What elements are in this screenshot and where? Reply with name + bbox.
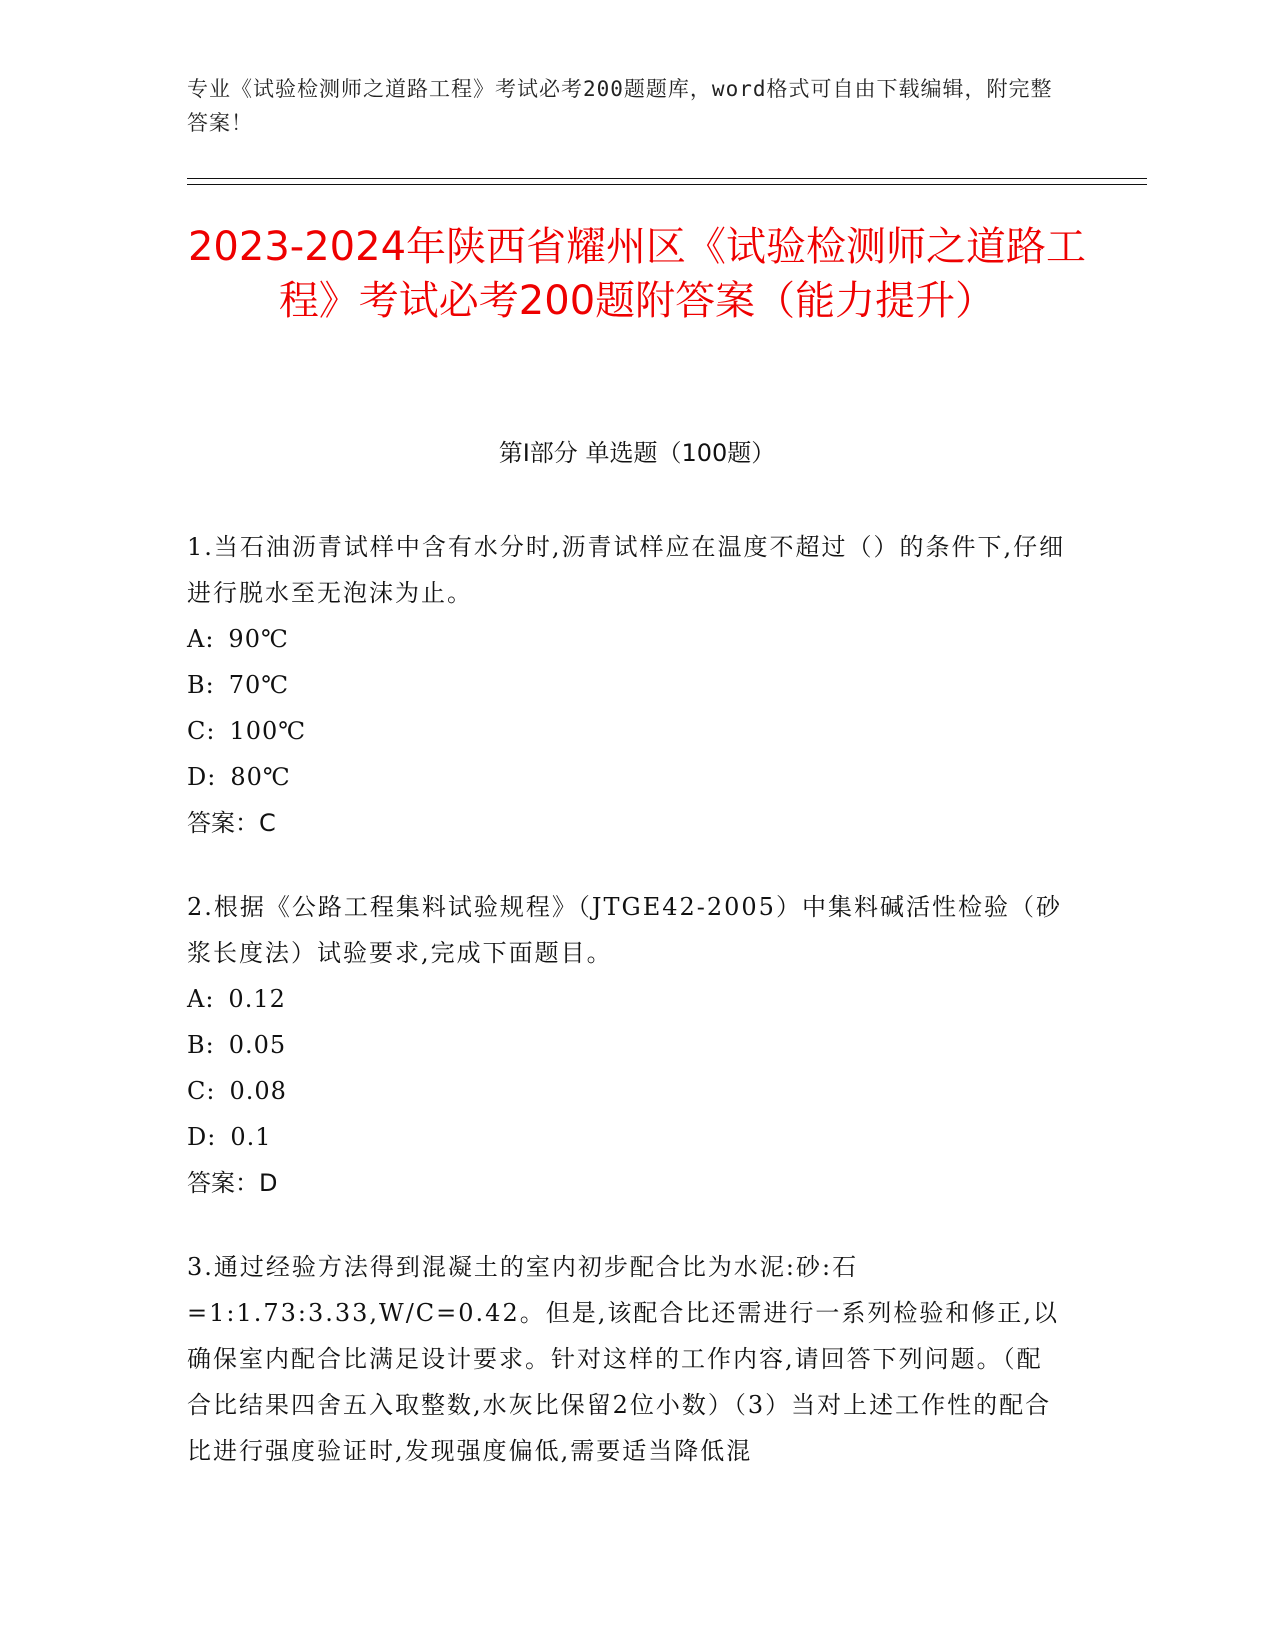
option-a (187, 616, 1067, 662)
option-value: 70℃ (228, 671, 290, 699)
option-value: 0.1 (230, 1123, 272, 1151)
document-title: 2023-2024年陕西省耀州区《试验检测师之道路工程》考试必考200题附答案（能力提升） (187, 224, 1087, 324)
option-letter: B: (187, 1031, 215, 1059)
option-d (187, 1114, 1067, 1160)
header-rule-bottom (187, 184, 1147, 185)
option-letter: C: (187, 717, 216, 745)
question-stem: 2.根据《公路工程集料试验规程》（JTGE42-2005）中集料碱活性检验（砂浆长度法）试验要求,完成下面题目。 (187, 893, 1062, 967)
question-stem: 1.当石油沥青试样中含有水分时,沥青试样应在温度不超过（）的条件下,仔细进行脱水至无泡沫为止。 (187, 533, 1066, 607)
option-letter: D: (187, 763, 217, 791)
header-rule-top (187, 178, 1147, 179)
question-3 (187, 1244, 1067, 1474)
option-b (187, 662, 1067, 708)
option-value: 0.12 (228, 985, 286, 1013)
option-value: 100℃ (229, 717, 307, 745)
answer-line (187, 1160, 1067, 1206)
option-letter: A: (187, 625, 215, 653)
option-letter: C: (187, 1077, 216, 1105)
header-note: 专业《试验检测师之道路工程》考试必考200题题库，word格式可自由下载编辑，附完整答案！ (187, 77, 1053, 135)
option-value: 90℃ (228, 625, 289, 653)
option-c (187, 1068, 1067, 1114)
answer-value: C (259, 809, 276, 837)
option-value: 80℃ (230, 763, 291, 791)
answer-value: D (259, 1169, 278, 1197)
option-a (187, 976, 1067, 1022)
option-c (187, 708, 1067, 754)
answer-label: 答案： (187, 1169, 259, 1197)
option-letter: A: (187, 985, 215, 1013)
section-title: 第Ⅰ部分 单选题（100题） (498, 439, 776, 467)
option-letter: D: (187, 1123, 217, 1151)
option-value: 0.08 (229, 1077, 287, 1105)
option-value: 0.05 (228, 1031, 287, 1059)
option-d (187, 754, 1067, 800)
answer-label: 答案： (187, 809, 259, 837)
question-stem: 3.通过经验方法得到混凝土的室内初步配合比为水泥:砂:石=1:1.73:3.33,W/C=0.42。但是,该配合比还需进行一系列检验和修正,以确保室内配合比满足设计要求。针对这样的工作内容,请回答下列问题。（配合比结果四舍五入取整数,水灰比保留2位小数）（3）当对上述工作性的配合比进行强度验证时,发现强度偏低,需要适当降低混 (187, 1253, 1059, 1465)
option-b (187, 1022, 1067, 1068)
answer-line (187, 800, 1067, 846)
option-letter: B: (187, 671, 215, 699)
question-1 (187, 524, 1067, 846)
question-2 (187, 884, 1067, 1206)
